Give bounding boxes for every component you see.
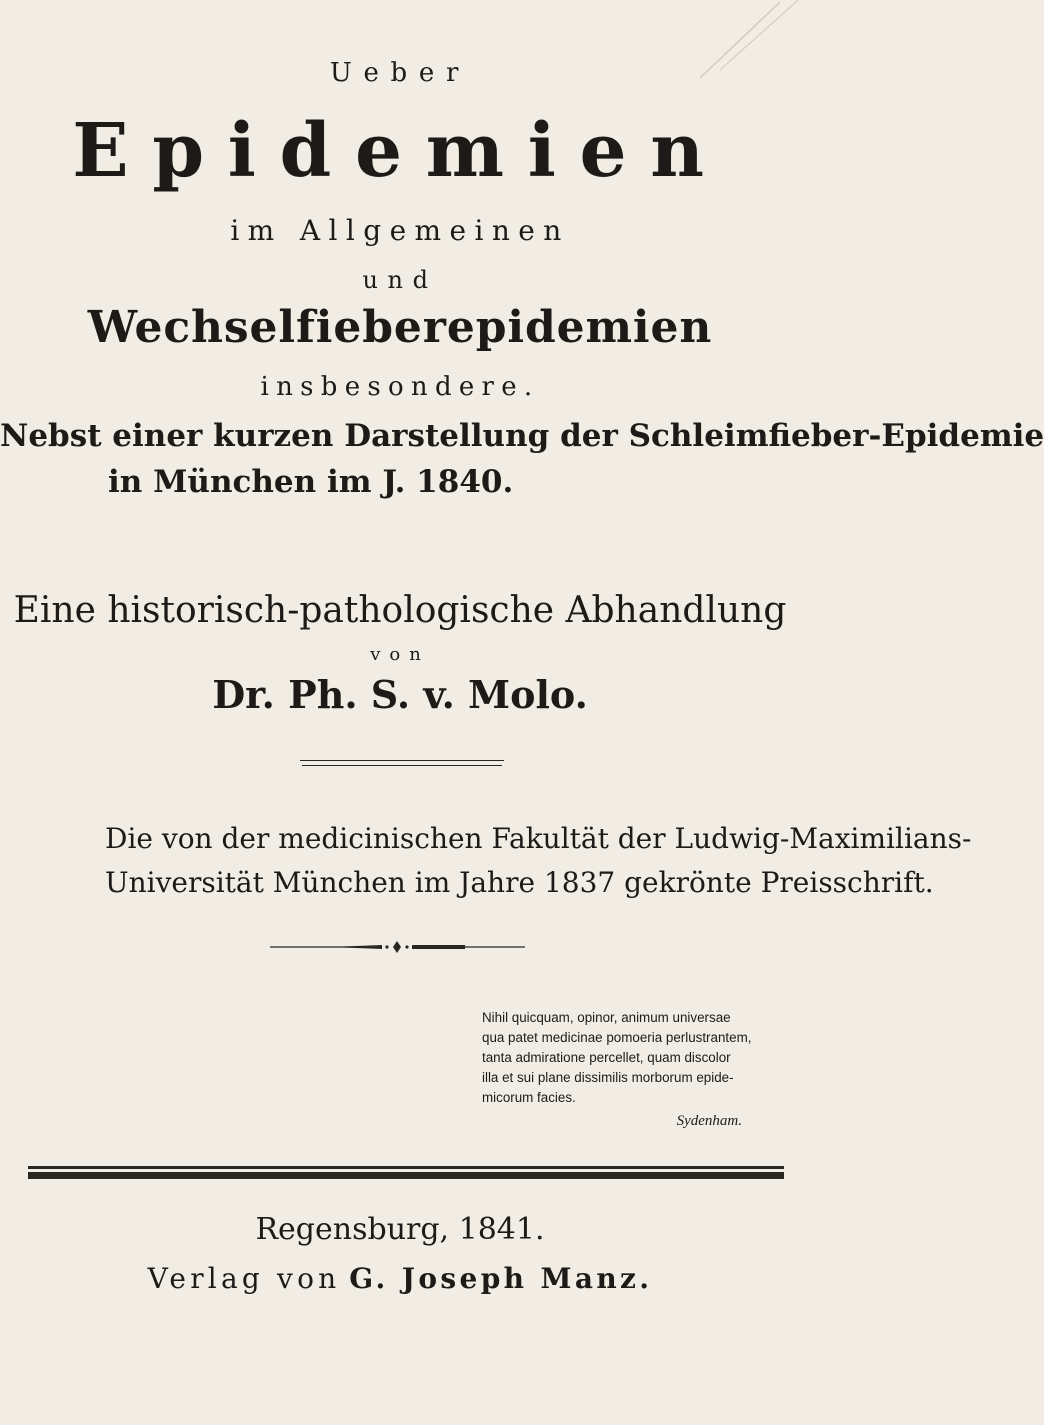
motto-quote: [482, 1008, 754, 1108]
divider-rule: [302, 765, 502, 766]
motto-author: Sydenham.: [676, 1113, 742, 1129]
main-title: Epidemien: [72, 108, 728, 194]
subtitle-insbesondere: insbesondere.: [260, 372, 540, 402]
imprint-publisher: G. Joseph Manz.: [349, 1262, 653, 1295]
imprint-verlag-label: Verlag von: [147, 1262, 341, 1295]
prize-note-line-2: Universität München im Jahre 1837 gekrönte Preisschrift.: [105, 866, 934, 899]
imprint-city-year: Regensburg, 1841.: [255, 1212, 545, 1247]
divider-rule: [300, 760, 504, 761]
thin-rule: [28, 1166, 784, 1169]
imprint-publisher-line: [0, 1262, 800, 1295]
motto-line: qua patet medicinae pomoeria perlustrantem,: [482, 1030, 752, 1045]
by-label: von: [370, 644, 430, 665]
author-name: Dr. Ph. S. v. Molo.: [212, 672, 588, 717]
subtitle-und: und: [362, 266, 438, 294]
thick-rule: [28, 1172, 784, 1179]
supplement-line-1: Nebst einer kurzen Darstellung der Schleimfieber-Epidemie: [0, 418, 1044, 454]
work-type: Eine historisch-pathologische Abhandlung: [13, 590, 787, 631]
subtitle-subject: Wechselfieberepidemien: [87, 302, 713, 353]
ornament-divider: [270, 940, 525, 954]
subtitle-im-allgemeinen: im Allgemeinen: [230, 214, 570, 247]
motto-line: illa et sui plane dissimilis morborum epide-: [482, 1070, 734, 1085]
motto-line: micorum facies.: [482, 1090, 576, 1105]
title-ueber: Ueber: [329, 58, 471, 88]
supplement-line-2: in München im J. 1840.: [108, 464, 514, 500]
motto-line: Nihil quicquam, opinor, animum universae: [482, 1010, 731, 1025]
motto-line: tanta admiratione percellet, quam discolor: [482, 1050, 731, 1065]
prize-note-line-1: Die von der medicinischen Fakultät der Ludwig-Maximilians-: [105, 822, 972, 855]
